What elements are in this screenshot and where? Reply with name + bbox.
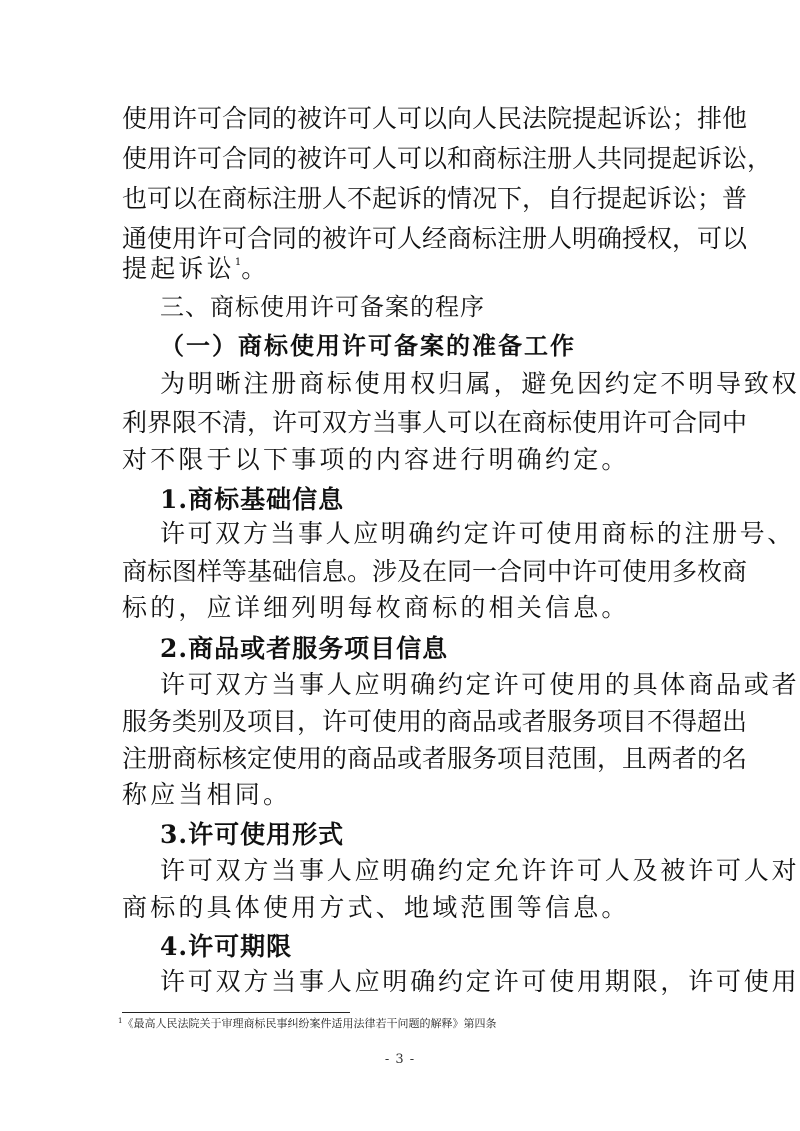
footnote-marker: 1 [118, 1017, 123, 1025]
section-heading: 三、商标使用许可备案的程序 [160, 293, 485, 321]
body-line: 服务类别及项目，许可使用的商品或者服务项目不得超出 [122, 707, 748, 736]
body-line-footnote-ref [122, 254, 682, 284]
footnote-reference: 1 [234, 257, 242, 268]
page-number: - 3 - [384, 1052, 416, 1067]
body-line: 对不限于以下事项的内容进行明确约定。 [122, 445, 630, 474]
item-heading: 2.商品或者服务项目信息 [160, 634, 449, 663]
body-text: 。 [241, 254, 270, 283]
footnote-text: 《最高人民法院关于审理商标民事纠纷案件适用法律若干问题的解释》第四条 [122, 1017, 497, 1030]
body-line: 许可双方当事人应明确约定许可使用的具体商品或者 [160, 670, 800, 699]
body-line: 标的，应详细列明每枚商标的相关信息。 [122, 593, 630, 622]
body-line: 商标图样等基础信息。涉及在同一合同中许可使用多枚商 [122, 557, 748, 586]
item-heading: 3.许可使用形式 [160, 820, 345, 849]
body-line: 许可双方当事人应明确约定允许许可人及被许可人对 [160, 856, 800, 885]
subsection-heading: （一）商标使用许可备案的准备工作 [160, 332, 576, 360]
body-line: 注册商标核定使用的商品或者服务项目范围，且两者的名 [122, 744, 748, 773]
body-line: 许可双方当事人应明确约定许可使用商标的注册号、 [160, 519, 795, 548]
body-line: 使用许可合同的被许可人可以和商标注册人共同提起诉讼， [122, 144, 773, 173]
body-line: 许可双方当事人应明确约定许可使用期限，许可使用 [160, 967, 800, 996]
body-line: 商标的具体使用方式、地域范围等信息。 [122, 893, 630, 922]
body-text: 提起诉讼 [122, 254, 235, 283]
body-line: 称应当相同。 [122, 780, 292, 809]
body-line: 通使用许可合同的被许可人经商标注册人明确授权，可以 [122, 224, 748, 253]
body-line: 使用许可合同的被许可人可以向人民法院提起诉讼；排他 [122, 104, 748, 133]
body-line: 也可以在商标注册人不起诉的情况下，自行提起诉讼；普 [122, 184, 748, 213]
body-line: 利界限不清，许可双方当事人可以在商标使用许可合同中 [122, 408, 748, 437]
footnote-divider [122, 1012, 350, 1013]
body-line: 为明晰注册商标使用权归属，避免因约定不明导致权 [160, 369, 800, 398]
footnote [118, 1017, 496, 1031]
item-heading: 4.许可期限 [160, 932, 293, 961]
item-heading: 1.商标基础信息 [160, 485, 345, 514]
